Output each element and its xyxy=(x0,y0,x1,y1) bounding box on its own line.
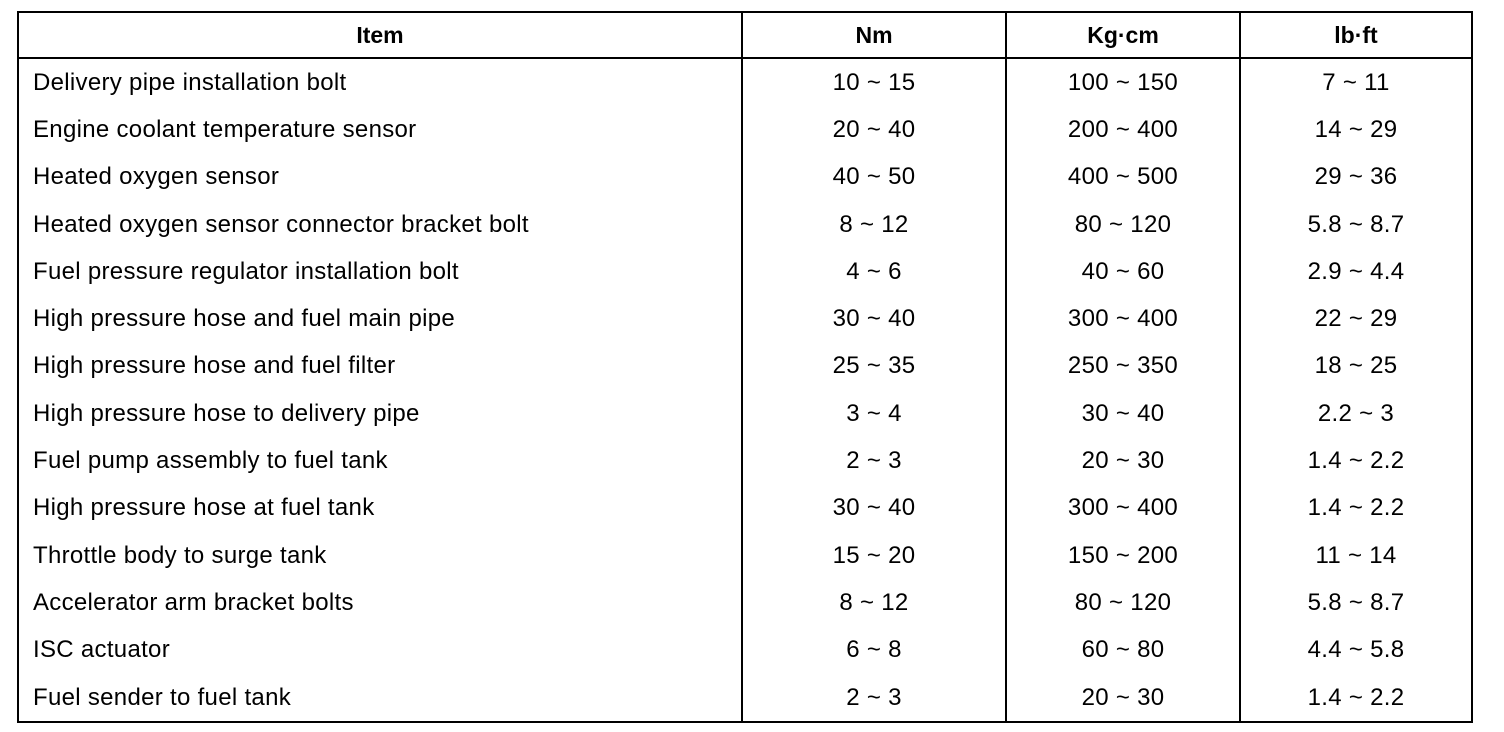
cell-kgcm: 200 ~ 400 xyxy=(1006,106,1240,153)
cell-kgcm: 80 ~ 120 xyxy=(1006,579,1240,626)
cell-kgcm: 400 ~ 500 xyxy=(1006,154,1240,201)
cell-lbft: 29 ~ 36 xyxy=(1240,154,1472,201)
cell-kgcm: 300 ~ 400 xyxy=(1006,295,1240,342)
cell-lbft: 2.2 ~ 3 xyxy=(1240,390,1472,437)
cell-nm: 40 ~ 50 xyxy=(742,154,1006,201)
cell-item: Fuel pump assembly to fuel tank xyxy=(33,447,388,475)
cell-nm: 15 ~ 20 xyxy=(742,532,1006,579)
cell-kgcm: 250 ~ 350 xyxy=(1006,343,1240,390)
cell-item: Heated oxygen sensor xyxy=(33,163,280,191)
cell-lbft: 7 ~ 11 xyxy=(1240,58,1472,106)
header-nm: Nm xyxy=(742,12,1006,58)
cell-nm: 4 ~ 6 xyxy=(742,248,1006,295)
table-row xyxy=(18,674,1472,722)
cell-lbft: 18 ~ 25 xyxy=(1240,343,1472,390)
cell-kgcm: 20 ~ 30 xyxy=(1006,437,1240,484)
cell-item: Delivery pipe installation bolt xyxy=(33,68,347,96)
table-row xyxy=(18,532,1472,579)
cell-lbft: 1.4 ~ 2.2 xyxy=(1240,674,1472,722)
cell-lbft: 5.8 ~ 8.7 xyxy=(1240,201,1472,248)
cell-kgcm: 80 ~ 120 xyxy=(1006,201,1240,248)
table-row xyxy=(18,579,1472,626)
cell-nm: 8 ~ 12 xyxy=(742,579,1006,626)
table-row xyxy=(18,295,1472,342)
cell-lbft: 1.4 ~ 2.2 xyxy=(1240,437,1472,484)
cell-kgcm: 60 ~ 80 xyxy=(1006,627,1240,674)
cell-kgcm: 20 ~ 30 xyxy=(1006,674,1240,722)
torque-spec-table xyxy=(17,11,1473,723)
cell-kgcm: 100 ~ 150 xyxy=(1006,58,1240,106)
cell-item: Fuel sender to fuel tank xyxy=(33,683,292,711)
header-lbft: lb·ft xyxy=(1240,12,1472,58)
header-item: Item xyxy=(18,12,742,58)
cell-kgcm: 40 ~ 60 xyxy=(1006,248,1240,295)
cell-item: Engine coolant temperature sensor xyxy=(33,115,417,143)
cell-item: High pressure hose to delivery pipe xyxy=(33,399,420,427)
cell-item: Accelerator arm bracket bolts xyxy=(33,588,354,616)
header-kgcm: Kg·cm xyxy=(1006,12,1240,58)
cell-nm: 2 ~ 3 xyxy=(742,674,1006,722)
cell-item: Throttle body to surge tank xyxy=(33,541,327,569)
cell-lbft: 14 ~ 29 xyxy=(1240,106,1472,153)
cell-item: High pressure hose at fuel tank xyxy=(33,494,375,522)
cell-nm: 8 ~ 12 xyxy=(742,201,1006,248)
table-header-row xyxy=(18,12,1472,58)
cell-kgcm: 300 ~ 400 xyxy=(1006,485,1240,532)
table-row xyxy=(18,343,1472,390)
cell-item: High pressure hose and fuel main pipe xyxy=(33,305,456,333)
table-row xyxy=(18,390,1472,437)
cell-nm: 6 ~ 8 xyxy=(742,627,1006,674)
table-row xyxy=(18,201,1472,248)
cell-kgcm: 30 ~ 40 xyxy=(1006,390,1240,437)
cell-lbft: 22 ~ 29 xyxy=(1240,295,1472,342)
cell-nm: 25 ~ 35 xyxy=(742,343,1006,390)
cell-nm: 20 ~ 40 xyxy=(742,106,1006,153)
table-row xyxy=(18,58,1472,106)
cell-lbft: 2.9 ~ 4.4 xyxy=(1240,248,1472,295)
cell-nm: 2 ~ 3 xyxy=(742,437,1006,484)
cell-nm: 30 ~ 40 xyxy=(742,295,1006,342)
table-row xyxy=(18,154,1472,201)
cell-lbft: 4.4 ~ 5.8 xyxy=(1240,627,1472,674)
table-row xyxy=(18,437,1472,484)
cell-lbft: 1.4 ~ 2.2 xyxy=(1240,485,1472,532)
cell-item: ISC actuator xyxy=(33,636,170,664)
table-row xyxy=(18,248,1472,295)
cell-lbft: 11 ~ 14 xyxy=(1240,532,1472,579)
cell-nm: 10 ~ 15 xyxy=(742,58,1006,106)
cell-item: Heated oxygen sensor connector bracket bolt xyxy=(33,210,529,238)
cell-nm: 3 ~ 4 xyxy=(742,390,1006,437)
cell-nm: 30 ~ 40 xyxy=(742,485,1006,532)
table-row xyxy=(18,485,1472,532)
cell-item: Fuel pressure regulator installation bolt xyxy=(33,257,459,285)
table-row xyxy=(18,106,1472,153)
cell-kgcm: 150 ~ 200 xyxy=(1006,532,1240,579)
cell-lbft: 5.8 ~ 8.7 xyxy=(1240,579,1472,626)
table-row xyxy=(18,627,1472,674)
cell-item: High pressure hose and fuel filter xyxy=(33,352,396,380)
